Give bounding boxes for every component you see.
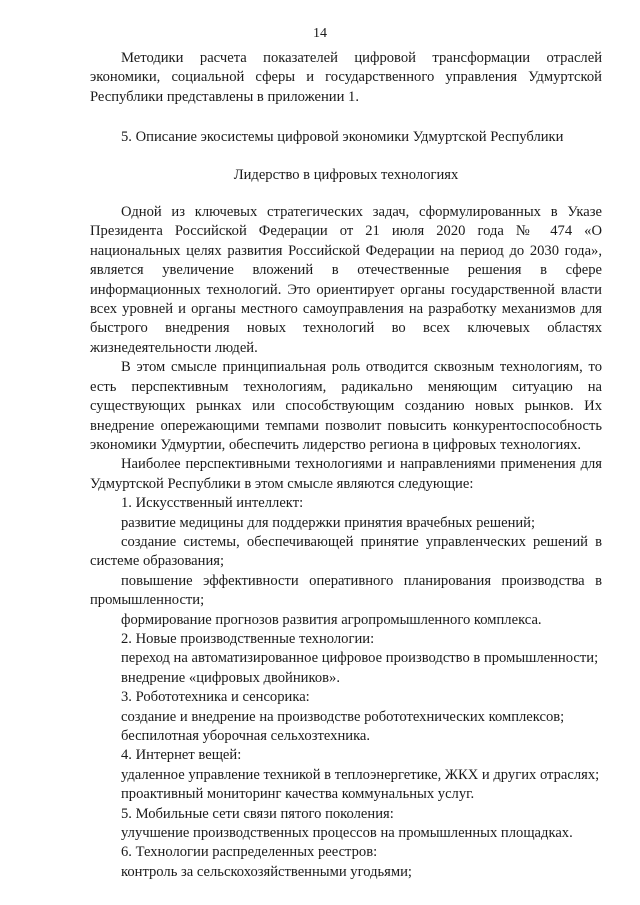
- list-item: удаленное управление техникой в теплоэнергетике, ЖКХ и других отраслях;: [121, 766, 600, 783]
- list-heading: 1. Искусственный интеллект:: [121, 495, 304, 512]
- body-paragraph: Одной из ключевых стратегических задач, сформулированных в Указе Президента Российской Федерации от 21 июля 2020 года № 474 «О национальных целях развития Российской Федерации на период до 2030 года», является увеличение вложений в отечественные решения в сфере информационных технологий. Это ориентирует органы государственной власти всех уровней и органы местного самоуправления на разработку механизмов для быстрого внедрения новых технологий во всех ключевых областях жизнедеятельности людей.: [90, 204, 602, 356]
- intro-paragraph: Методики расчета показателей цифровой трансформации отраслей экономики, социальной сферы и государственного управления Удмуртской Республики представлены в приложении 1.: [90, 50, 602, 105]
- list-heading: 3. Робототехника и сенсорика:: [121, 689, 310, 706]
- page-number: 14: [313, 26, 327, 41]
- list-item: создание системы, обеспечивающей принятие управленческих решений в системе образования;: [90, 533, 602, 570]
- list-item: внедрение «цифровых двойников».: [121, 669, 340, 686]
- list-item: создание и внедрение на производстве робототехнических комплексов;: [121, 708, 565, 725]
- list-item: переход на автоматизированное цифровое производство в промышленности;: [121, 650, 599, 667]
- document-body: [90, 49, 602, 882]
- list-heading: 5. Мобильные сети связи пятого поколения:: [121, 805, 394, 822]
- list-heading: 4. Интернет вещей:: [121, 747, 242, 764]
- body-paragraph: Наиболее перспективными технологиями и направлениями применения для Удмуртской Республики в этом смысле являются следующие:: [90, 456, 602, 492]
- list-item: проактивный мониторинг качества коммунальных услуг.: [121, 786, 475, 803]
- list-item: контроль за сельскохозяйственными угодьями;: [121, 863, 412, 880]
- list-item: развитие медицины для поддержки принятия врачебных решений;: [121, 514, 536, 531]
- list-item: формирование прогнозов развития агропромышленного комплекса.: [121, 611, 542, 628]
- list-item: беспилотная уборочная сельхозтехника.: [121, 728, 371, 744]
- list-heading: 6. Технологии распределенных реестров:: [121, 844, 378, 861]
- body-paragraph: В этом смысле принципиальная роль отводится сквозным технологиям, то есть перспективным технологиям, радикально меняющим ситуацию на существующих рынках или способствующим созданию новых рынков. Их внедрение опережающими темпами позволит повысить конкурентоспособность экономики Удмуртии, обеспечить лидерство региона в цифровых технологиях.: [90, 359, 602, 453]
- subsection-title: Лидерство в цифровых технологиях: [233, 166, 459, 183]
- list-item: улучшение производственных процессов на промышленных площадках.: [121, 825, 573, 842]
- list-item: повышение эффективности оперативного планирования производства в промышленности;: [90, 572, 602, 609]
- section-title: 5. Описание экосистемы цифровой экономики Удмуртской Республики: [121, 129, 564, 146]
- list-heading: 2. Новые производственные технологии:: [121, 630, 375, 647]
